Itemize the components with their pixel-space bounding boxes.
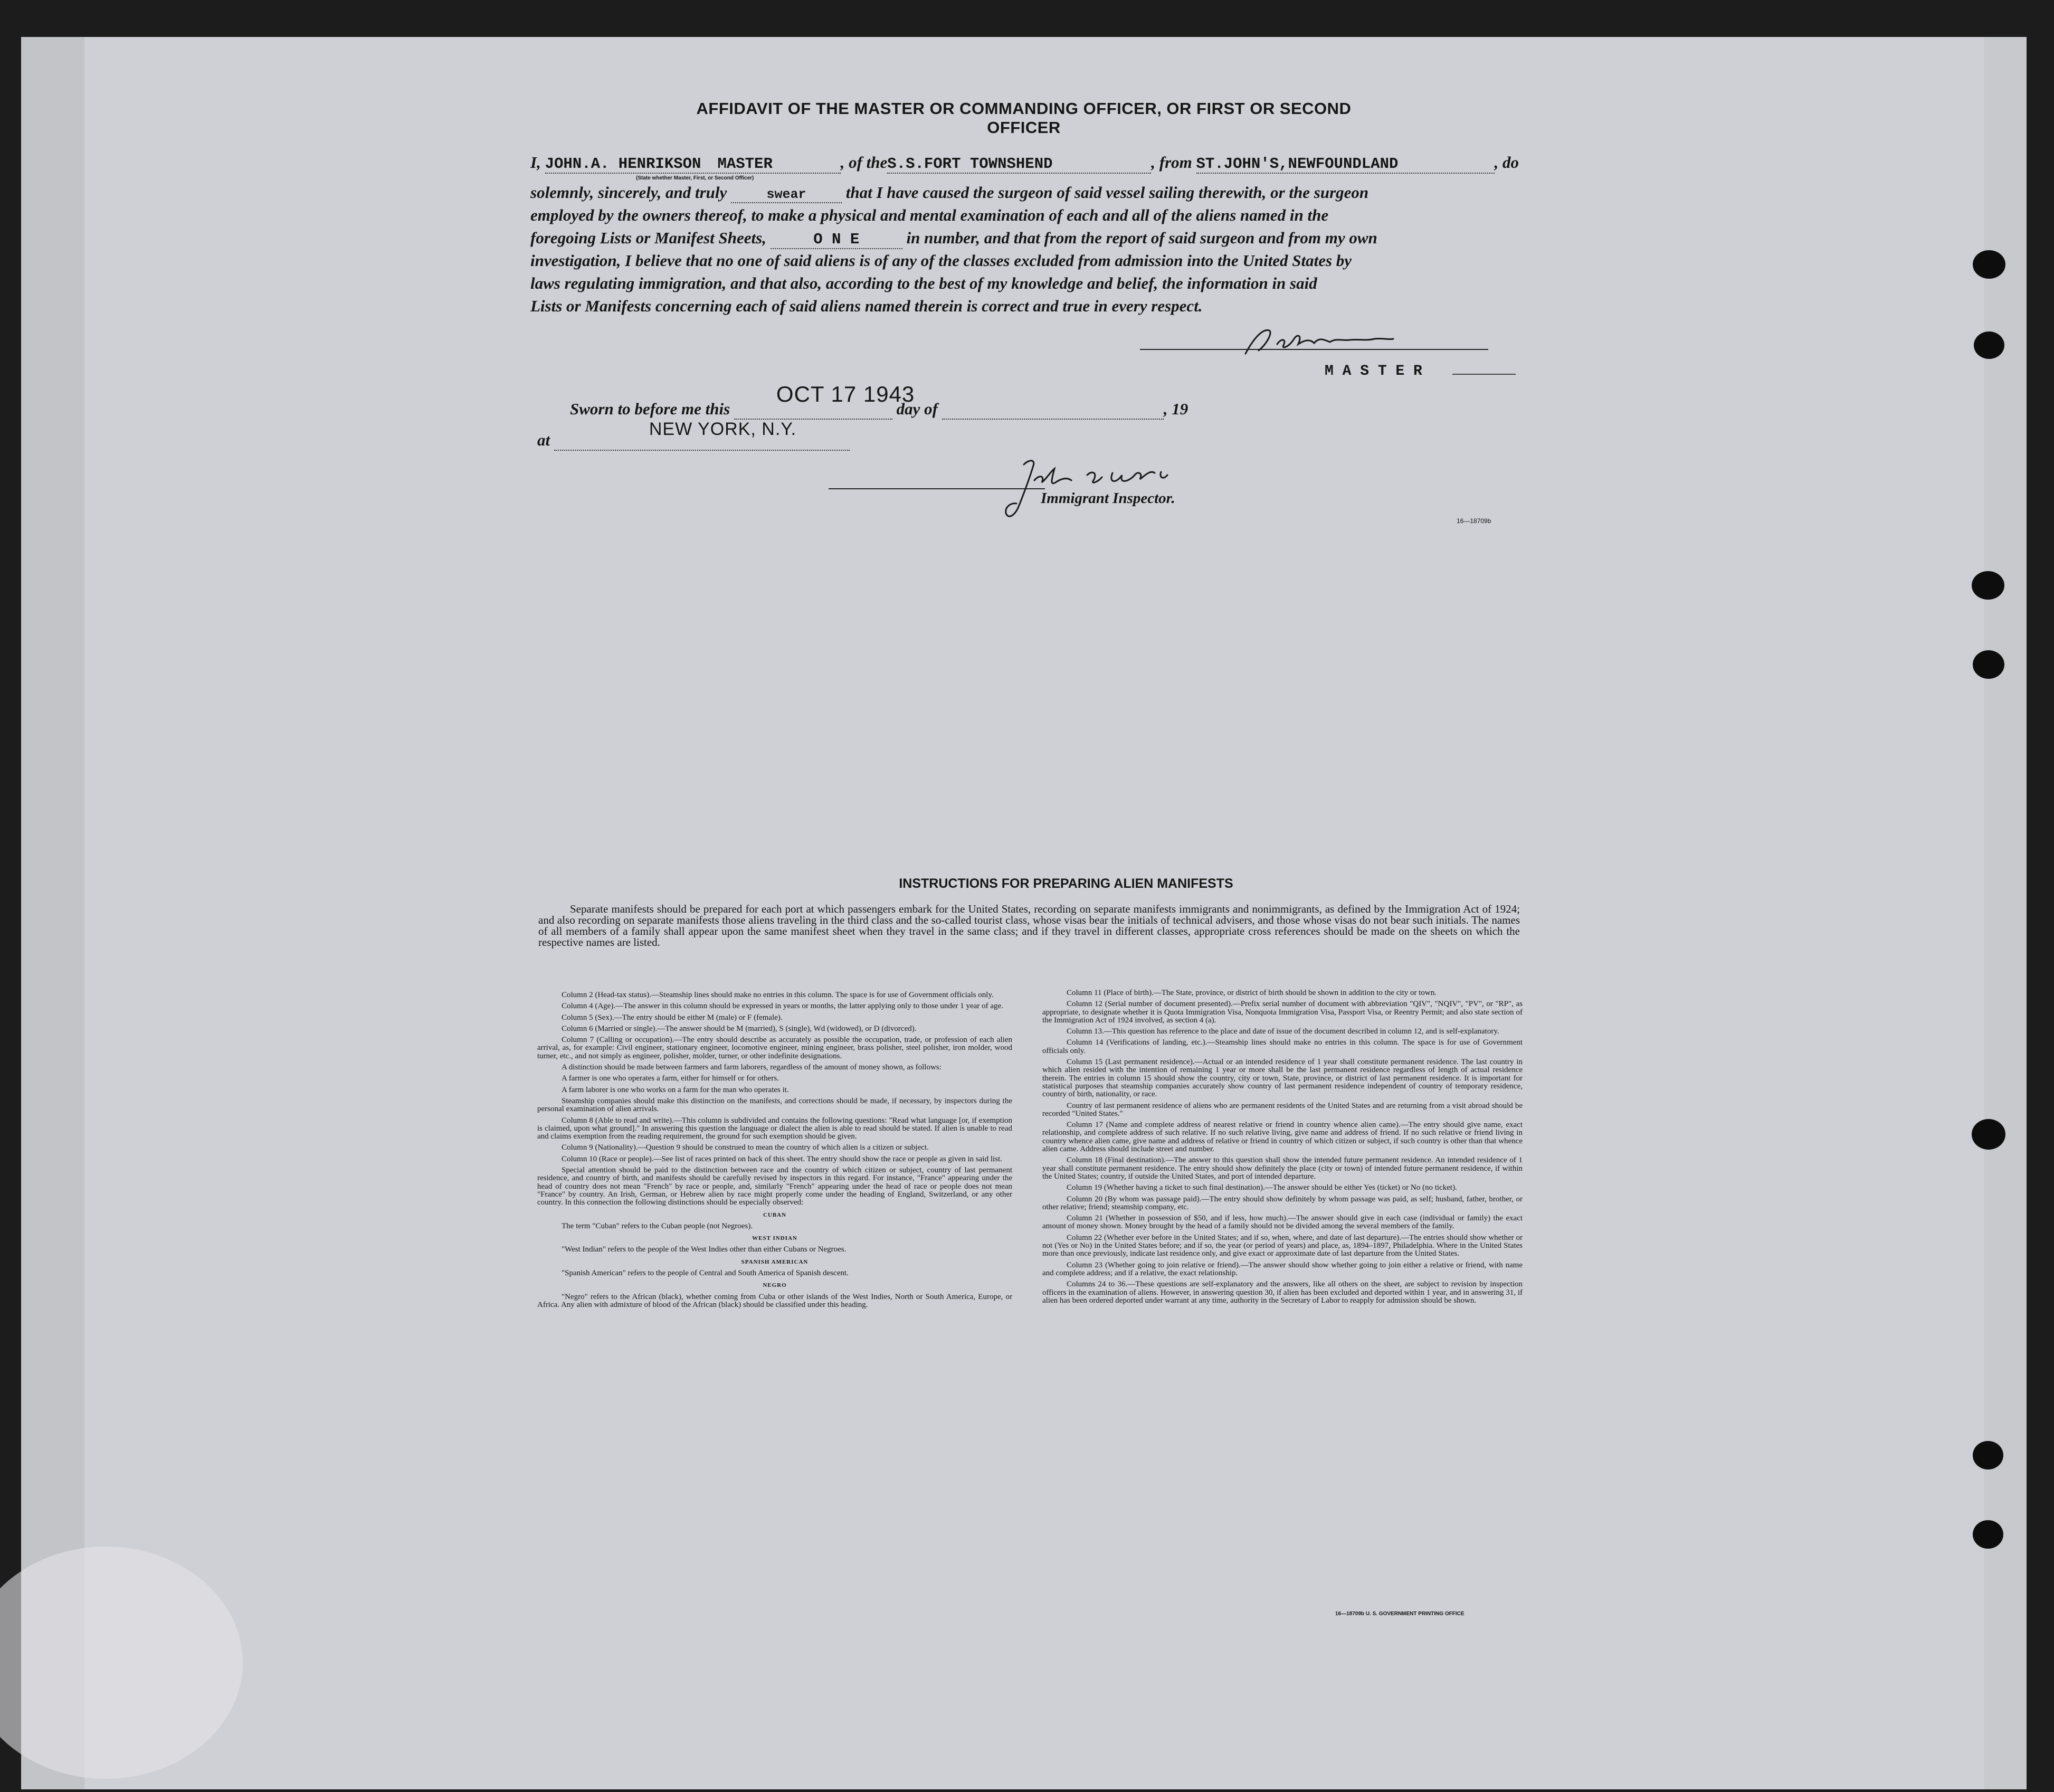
instruction-paragraph: Column 19 (Whether having a ticket to such final destination).—The answer should be either Yes (ticket) or No (no ticket). xyxy=(1067,1183,1457,1192)
punch-hole xyxy=(1973,1520,2003,1549)
instruction-paragraph: Column 17 (Name and complete address of nearest relative or friend in country whence alien came).—The entry should give name, exact relationship, and complete address of such relative. If no such relative living, give name and address of friend. If no such relative or friend living in country whence alien came, give name and address of relative or friend in country of which citizen or subject, if such country is other than that whence alien came. Address should include street and number. xyxy=(1042,1121,1523,1154)
instruction-paragraph: Column 22 (Whether ever before in the United States; and if so, when, where, and date of last departure).—The entries should show whether or not (Yes or No) in the United States before; and if so, the year (or period of years) and place, as, 1894–1897, Philadelphia. Where in the United States more than once previously, indicate last residence only, and give exact or approximate date of last departure from the United States. xyxy=(1042,1233,1523,1258)
instruction-paragraph: Column 6 (Married or single).—The answer should be M (married), S (single), Wd (widowed), or D (divorced). xyxy=(562,1024,917,1033)
punch-hole xyxy=(1972,571,2004,600)
instruction-paragraph: Column 5 (Sex).—The entry should be either M (male) or F (female). xyxy=(562,1013,783,1022)
affidavit-line-3: employed by the owners thereof, to make a physical and mental examination of each and all of the aliens named in the xyxy=(530,206,1329,224)
sheet-count: O N E xyxy=(813,231,860,248)
line1-from: , from xyxy=(1151,153,1192,172)
master-rank: MASTER xyxy=(717,155,773,173)
sworn-prefix: Sworn to before me this xyxy=(570,400,730,418)
instruction-paragraph: Column 12 (Serial number of document presented).—Prefix serial number of document with abbreviation "QIV", "NQIV", "PV", or "RP", as appropriate, to designate whether it is Quota Immigration Visa, Nonquota Immigration Visa, Passport Visa, or Reentry Permit; and also state section of the Immigration Act of 1924 involved, as section 4 (a). xyxy=(1042,1000,1523,1025)
affidavit-line-5: investigation, I believe that no one of said aliens is of any of the classes excluded from admission into the United States by xyxy=(530,251,1352,270)
month-field xyxy=(942,400,1164,420)
instruction-paragraph: Columns 24 to 36.—These questions are self-explanatory and the answers, like all others on the sheet, are subject to revision by inspection officers in the examination of aliens. However, in answering question 30, if alien has been excluded and deported within 1 year, and in answering 31, if alien has been ordered deported under warrant at any time, authority in the Secretary of Labor to reapply for admission should be shown. xyxy=(1042,1280,1523,1305)
race-definition: "Spanish American" refers to the people of Central and South America of Spanish descent. xyxy=(562,1269,849,1278)
oath-verb: swear xyxy=(766,187,806,202)
year-prefix: , 19 xyxy=(1163,400,1188,418)
instruction-paragraph: Column 7 (Calling or occupation).—The entry should describe as accurately as possible the occupation, trade, or profession of each alien arrival, as, for example: Civil engineer, stationary engineer, locomotive engineer, mining engineer, brass polisher, steel polisher, iron molder, wood turner, etc., and not simply as engineer, polisher, molder, turner, or other indefinite designations. xyxy=(537,1036,1012,1060)
line4-b: in number, and that from the report of said surgeon and from my own xyxy=(906,229,1377,247)
instruction-paragraph: Column 8 (Able to read and write).—This column is subdivided and contains the following questions: "Read what language [or, if exemption is claimed, upon what ground]." In answering this question the language or dialect the alien is able to read should be stated. If alien is unable to read and claims exemption from the reading requirement, the ground for such exemption should be given. xyxy=(537,1116,1012,1141)
race-definition: "West Indian" refers to the people of the West Indies other than either Cubans or Negroes. xyxy=(562,1245,847,1254)
race-definition: "Negro" refers to the African (black), whether coming from Cuba or other islands of the West Indies, North or South America, Europe, or Africa. Any alien with admixture of blood of the African (black) should be classified under this heading. xyxy=(537,1292,1012,1309)
line2-a: solemnly, sincerely, and truly xyxy=(530,183,727,202)
vessel-field xyxy=(887,153,1151,174)
affidavit-line-1 xyxy=(530,153,1519,174)
master-signature xyxy=(1140,323,1499,360)
race-heading: SPANISH AMERICAN xyxy=(741,1258,809,1265)
punch-hole xyxy=(1972,1119,2005,1150)
instructions-left-column xyxy=(537,991,1012,1312)
instruction-paragraph: Column 15 (Last permanent residence).—Actual or an intended residence of 1 year shall constitute permanent residence. The last country in which alien resided with the intention of remaining 1 year or more shall be the last permanent residence regardless of length of actual residence therein. The entries in column 15 should show the country, city or town, State, province, or district of last permanent residence. It is important for statistical purposes that steamship companies accurately show country of last permanent residence independent of country of temporary residence, country of birth, nationality, or race. xyxy=(1042,1058,1523,1099)
punch-hole xyxy=(1973,250,2005,279)
affidavit-title: AFFIDAVIT OF THE MASTER OR COMMANDING OFFICER, OR FIRST OR SECOND OFFICER xyxy=(696,99,1352,137)
instruction-paragraph: Column 23 (Whether going to join relative or friend).—The answer should show whether going to join either a relative or friend, with name and complete address; and if a relative, the exact relationship. xyxy=(1042,1260,1523,1277)
instructions-right-column xyxy=(1042,989,1523,1308)
sworn-line xyxy=(570,382,1188,420)
struck-out-text xyxy=(1452,364,1516,375)
master-name: JOHN.A. HENRIKSON xyxy=(545,155,701,173)
sworn-date-stamp: OCT 17 1943 xyxy=(776,382,915,406)
oath-field xyxy=(731,183,842,203)
vessel-name: S.S.FORT TOWNSHEND xyxy=(887,155,1053,173)
instruction-paragraph: A distinction should be made between farmers and farm laborers, regardless of the amount of money shown, as follows: xyxy=(562,1063,942,1072)
instruction-paragraph: Country of last permanent residence of aliens who are permanent residents of the United States and are returning from a visit abroad should be recorded "United States." xyxy=(1042,1101,1523,1118)
line1-of-the: , of the xyxy=(840,153,888,172)
punch-hole xyxy=(1973,650,2004,679)
punch-hole xyxy=(1973,1441,2003,1469)
instructions-intro: Separate manifests should be prepared for each port at which passengers embark for the United States, recording on separate manifests immigrants and nonimmigrants, as defined by the Immigration Act of 1924; and also recording on separate manifests those aliens traveling in the third class and the so-called tourist class, whose visas bear the initials of technical advisers, and those whose visas do not bear such initials. The names of all members of a family shall appear upon the same manifest sheet when they travel in the same class; and if they travel in different classes, appropriate cross references should be made on the sheets on which the respective names are listed. xyxy=(538,903,1520,949)
at-label: at xyxy=(537,431,550,449)
sheet-count-field xyxy=(771,229,902,249)
master-label xyxy=(1325,363,1516,380)
race-heading: NEGRO xyxy=(763,1282,787,1289)
instruction-paragraph: Column 9 (Nationality).—Question 9 should be construed to mean the country of which alien is a citizen or subject. xyxy=(562,1143,929,1152)
day-of-label: day of xyxy=(896,400,938,418)
place-stamp: NEW YORK, N.Y. xyxy=(649,419,797,439)
at-line xyxy=(537,419,850,451)
line2-b: that I have caused the surgeon of said vessel sailing therewith, or the surgeon xyxy=(845,183,1369,202)
departure-port: ST.JOHN'S,NEWFOUNDLAND xyxy=(1196,155,1399,173)
form-number-top: 16—18709b xyxy=(1457,517,1491,525)
instruction-paragraph: Column 21 (Whether in possession of $50, and if less, how much).—The answer should give in each case (individual or family) the exact amount of money shown. Money brought by the head of a family should not be divided among the several members of the family. xyxy=(1042,1214,1523,1231)
master-title-typed: M A S T E R xyxy=(1325,363,1422,380)
instruction-paragraph: Column 11 (Place of birth).—The State, province, or district of birth should be shown in addition to the city or town. xyxy=(1067,989,1437,997)
instruction-paragraph: Column 14 (Verifications of landing, etc.).—Steamship lines should make no entries in this column. The space is for use of Government officials only. xyxy=(1042,1038,1523,1055)
punch-hole xyxy=(1974,331,2004,359)
affidavit-line-7: Lists or Manifests concerning each of said aliens named therein is correct and true in every respect. xyxy=(530,297,1203,315)
race-heading: CUBAN xyxy=(763,1211,787,1218)
port-field xyxy=(1196,153,1495,174)
instructions-title: INSTRUCTIONS FOR PREPARING ALIEN MANIFESTS xyxy=(899,876,1233,891)
instruction-paragraph: Column 10 (Race or people).—See list of races printed on back of this sheet. The entry should show the race or people as given in said list. xyxy=(562,1154,1002,1163)
instruction-paragraph: Column 2 (Head-tax status).—Steamship lines should make no entries in this column. The space is for use of Government officials only. xyxy=(562,991,994,999)
affidavit-line-6: laws regulating immigration, and that also, according to the best of my knowledge and belief, the information in said xyxy=(530,274,1317,292)
line1-prefix: I, xyxy=(530,153,541,172)
rank-note: (State whether Master, First, or Second Officer) xyxy=(636,175,754,181)
instruction-paragraph: Column 20 (By whom was passage paid).—The entry should show definitely by whom passage was paid, as self; husband, father, brother, or other relative; friend; steamship company, etc. xyxy=(1042,1194,1523,1211)
affidavit-line-4 xyxy=(530,229,1377,249)
master-name-field xyxy=(545,153,841,174)
instruction-paragraph: Column 4 (Age).—The answer in this column should be expressed in years or months, the latter applying only to those under 1 year of age. xyxy=(562,1002,1003,1011)
printing-office-footer: 16—18709b U. S. GOVERNMENT PRINTING OFFICE xyxy=(1335,1611,1465,1617)
place-field xyxy=(554,419,850,451)
race-heading: WEST INDIAN xyxy=(752,1235,797,1242)
race-definition: The term "Cuban" refers to the Cuban people (not Negroes). xyxy=(562,1221,753,1230)
line1-suffix: , do xyxy=(1494,153,1519,172)
instruction-paragraph: Steamship companies should make this distinction on the manifests, and corrections should be made, if necessary, by inspectors during the personal examination of alien arrivals. xyxy=(537,1096,1012,1114)
instruction-paragraph: Special attention should be paid to the distinction between race and the country of which citizen or subject, country of last permanent residence, and country of birth, and manifests should be carefully revised by inspectors in this regard. For instance, "France" appearing under the head of country does not mean "French" by race or people, and, similarly "French" appearing under the head of race or people does not mean "France" by country. An Irish, German, or Hebrew alien by race might properly come under the heading of England, Switzerland, or any other country. In this connection the following distinctions should be especially observed: xyxy=(537,1166,1012,1207)
affidavit-line-2 xyxy=(530,183,1368,203)
line4-a: foregoing Lists or Manifest Sheets, xyxy=(530,229,766,247)
instruction-paragraph: Column 18 (Final destination).—The answer to this question shall show the intended future permanent residence. An intended residence of 1 year shall constitute permanent residence. The entry should show definitely the place (city or town) of intended future permanent residence, if within the United States; country, if outside the United States, and port of intended departure. xyxy=(1042,1156,1523,1181)
sworn-day-field xyxy=(734,382,915,420)
instruction-paragraph: A farmer is one who operates a farm, either for himself or for others. xyxy=(562,1074,779,1083)
inspector-label: Immigrant Inspector. xyxy=(1041,490,1175,507)
instruction-paragraph: Column 13.—This question has reference to the place and date of issue of the document described in column 12, and is self-explanatory. xyxy=(1067,1027,1499,1036)
instruction-paragraph: A farm laborer is one who works on a farm for the man who operates it. xyxy=(562,1085,789,1094)
